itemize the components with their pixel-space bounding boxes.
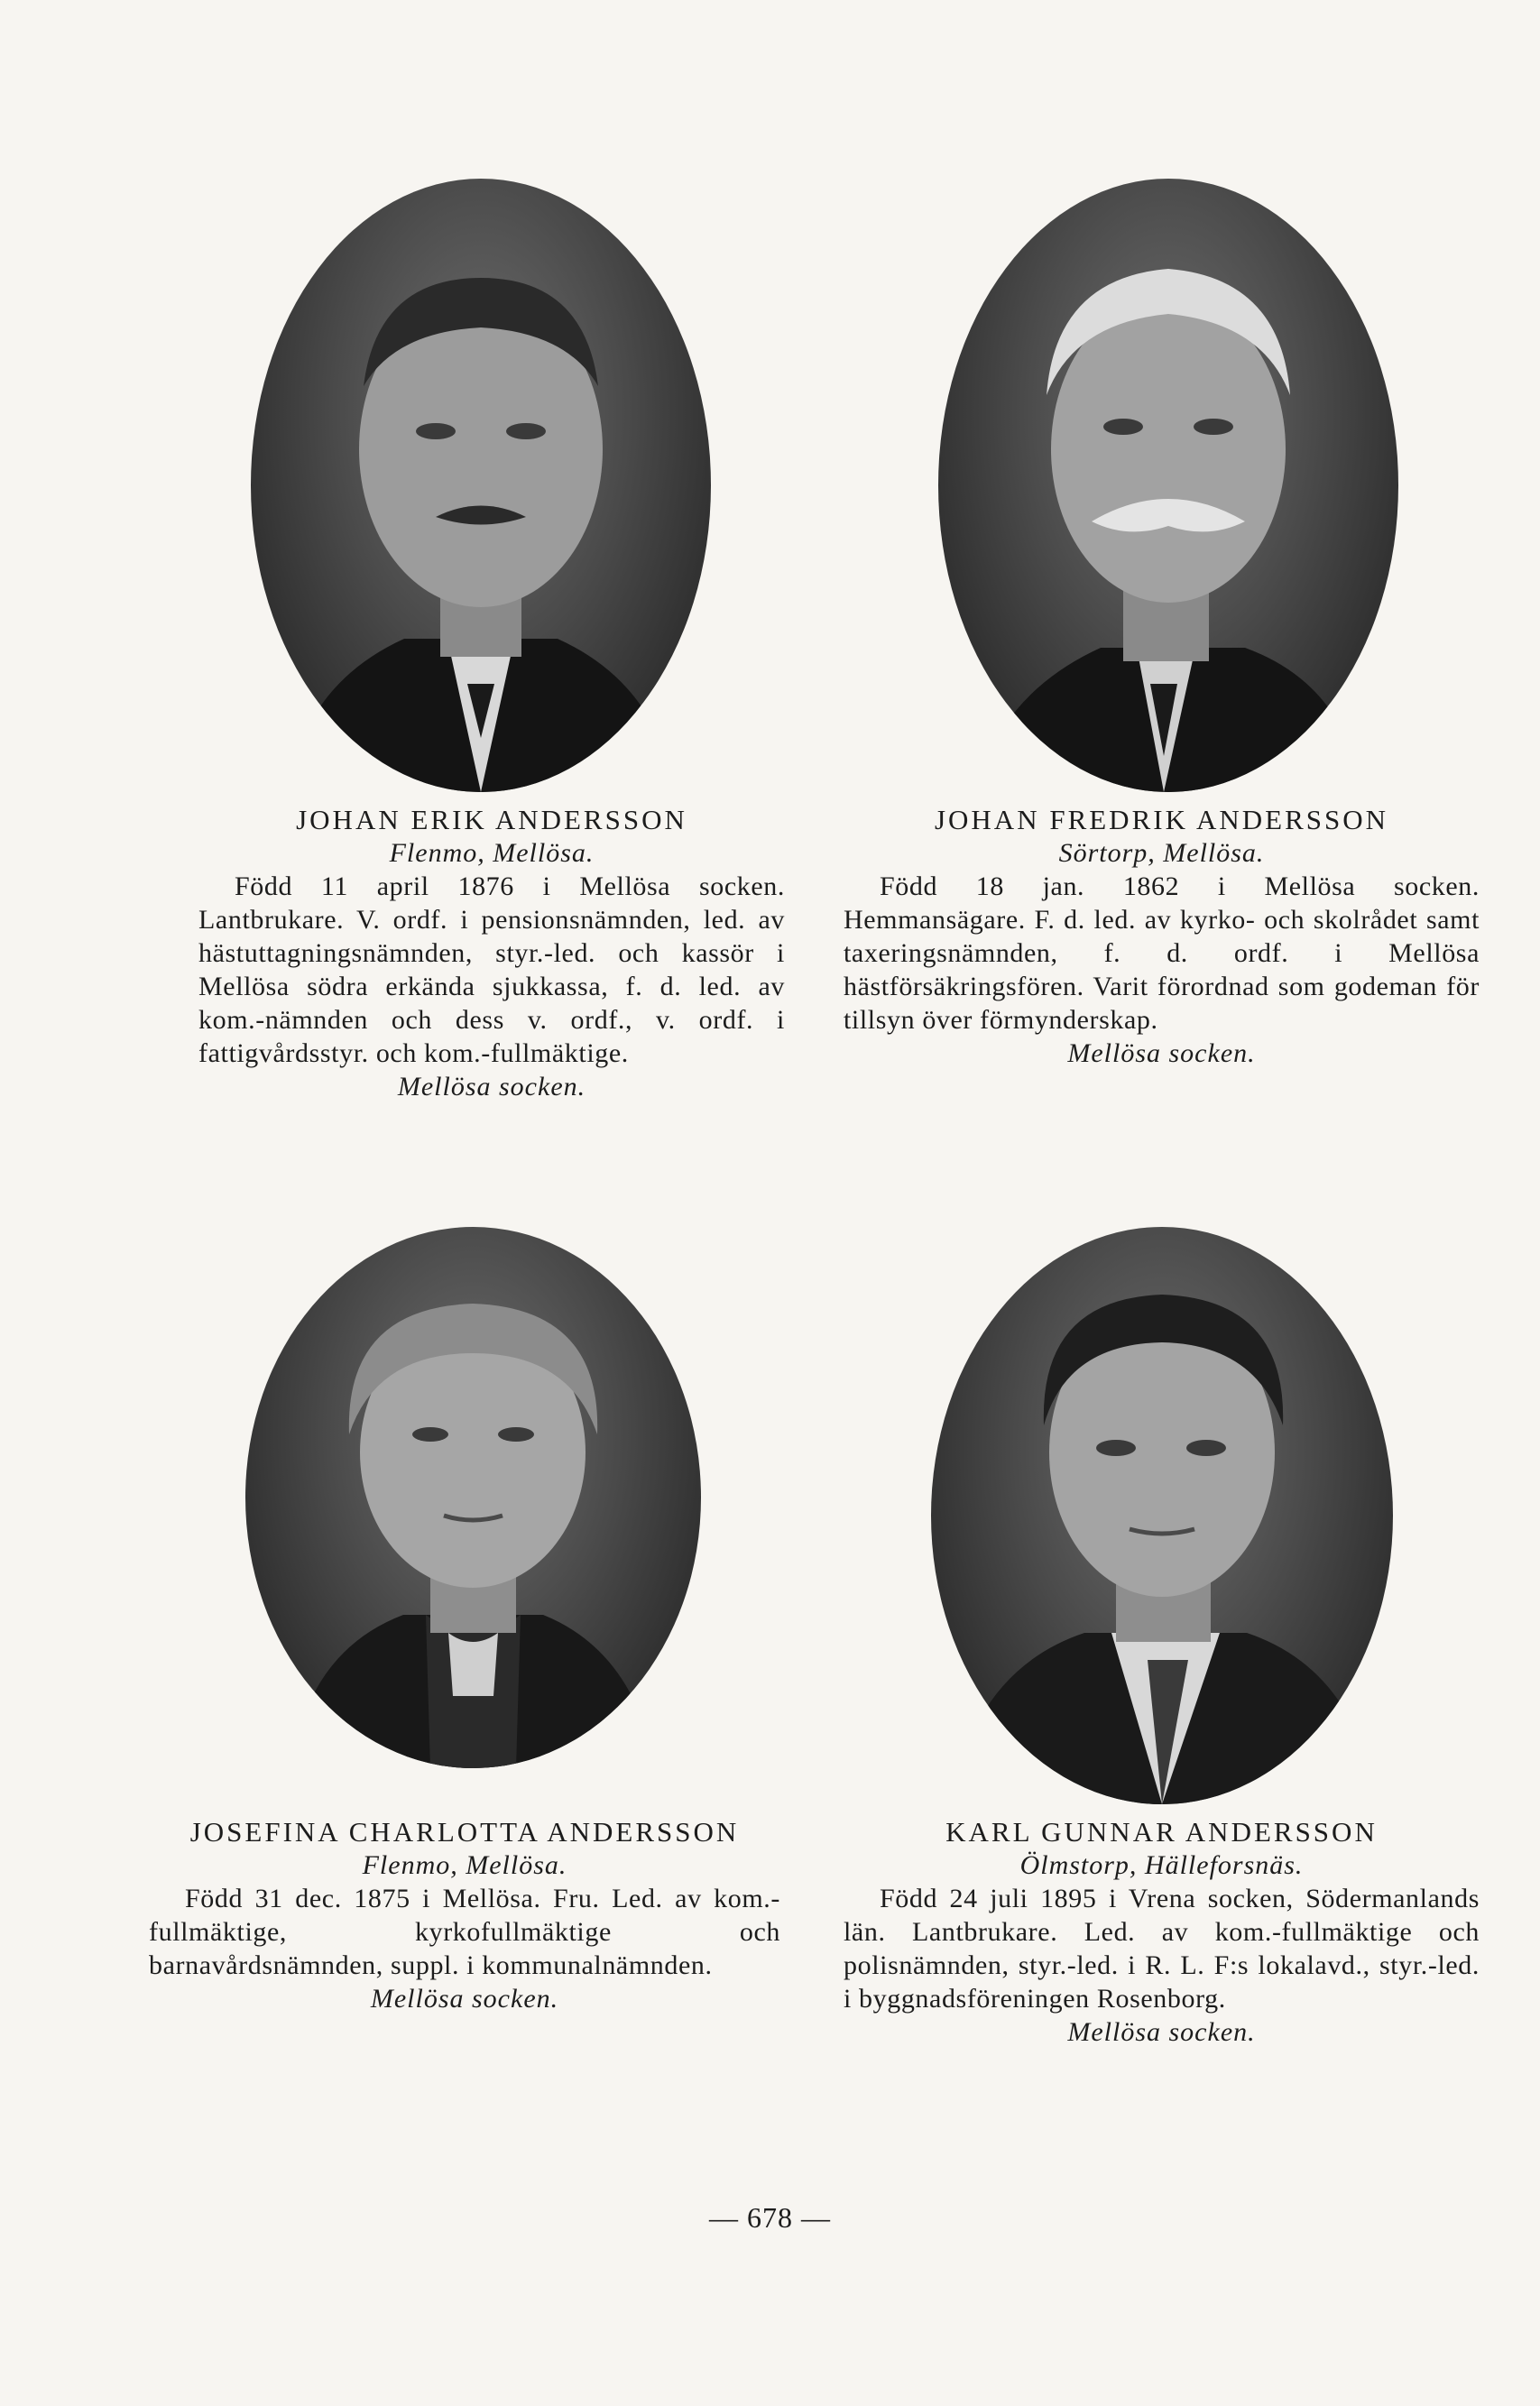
biography-text: Född 24 juli 1895 i Vrena socken, Södermanlands län. Lantbrukare. Led. av kom.-fullmäktige och polisnämnden, styr.-led. i R. L. F:s lokalavd., styr.-led. i byggnadsföreningen Rosenborg.: [844, 1884, 1480, 2014]
residence-place: Flenmo, Mellösa.: [362, 1850, 567, 1880]
person-name: JOSEFINA CHARLOTTA ANDERSSON: [189, 1816, 740, 1848]
man-portrait-image: [251, 179, 711, 792]
person-name: KARL GUNNAR ANDERSSON: [945, 1816, 1378, 1848]
biography-text: Född 11 april 1876 i Mellösa socken. Lantbrukare. V. ordf. i pensionsnämnden, led. av hästuttagningsnämnden, styr.-led. och kassör i Mellösa södra erkända sjukkassa, f. d. led. av kom.-nämnden och dess v. ordf., v. ordf. i fattigvårdsstyr. och kom.-fullmäktige.: [198, 871, 785, 1068]
parish-name: Mellösa socken.: [1067, 1038, 1256, 1068]
person-name: JOHAN FREDRIK ANDERSSON: [934, 804, 1389, 835]
woman-portrait-image: [245, 1227, 701, 1768]
parish-name: Mellösa socken.: [1067, 2017, 1256, 2047]
man-portrait-image: [938, 179, 1398, 792]
man-portrait-image: [931, 1227, 1393, 1804]
portrait-photo: [251, 179, 711, 792]
parish-name: Mellösa socken.: [370, 1984, 559, 2014]
residence-place: Sörtorp, Mellösa.: [1058, 838, 1265, 868]
portrait-photo: [938, 179, 1398, 792]
biography-text: Född 31 dec. 1875 i Mellösa. Fru. Led. av kom.-fullmäktige, kyrkofullmäktige och barnavårdsnämnden, suppl. i kommunalnämnden.: [149, 1884, 780, 1980]
parish-name: Mellösa socken.: [397, 1072, 586, 1102]
portrait-photo: [931, 1227, 1393, 1804]
portrait-photo: [245, 1227, 701, 1768]
page-number: — 678 —: [709, 2201, 831, 2234]
biography-text: Född 18 jan. 1862 i Mellösa socken. Hemmansägare. F. d. led. av kyrko- och skolrådet samt taxeringsnämnden, f. d. ordf. i Mellösa hästförsäkringsfören. Varit förordnad som godeman för tillsyn över förmynderskap.: [844, 871, 1480, 1035]
residence-place: Flenmo, Mellösa.: [389, 838, 595, 868]
person-name: JOHAN ERIK ANDERSSON: [296, 804, 687, 835]
residence-place: Ölmstorp, Hälleforsnäs.: [1019, 1850, 1304, 1880]
